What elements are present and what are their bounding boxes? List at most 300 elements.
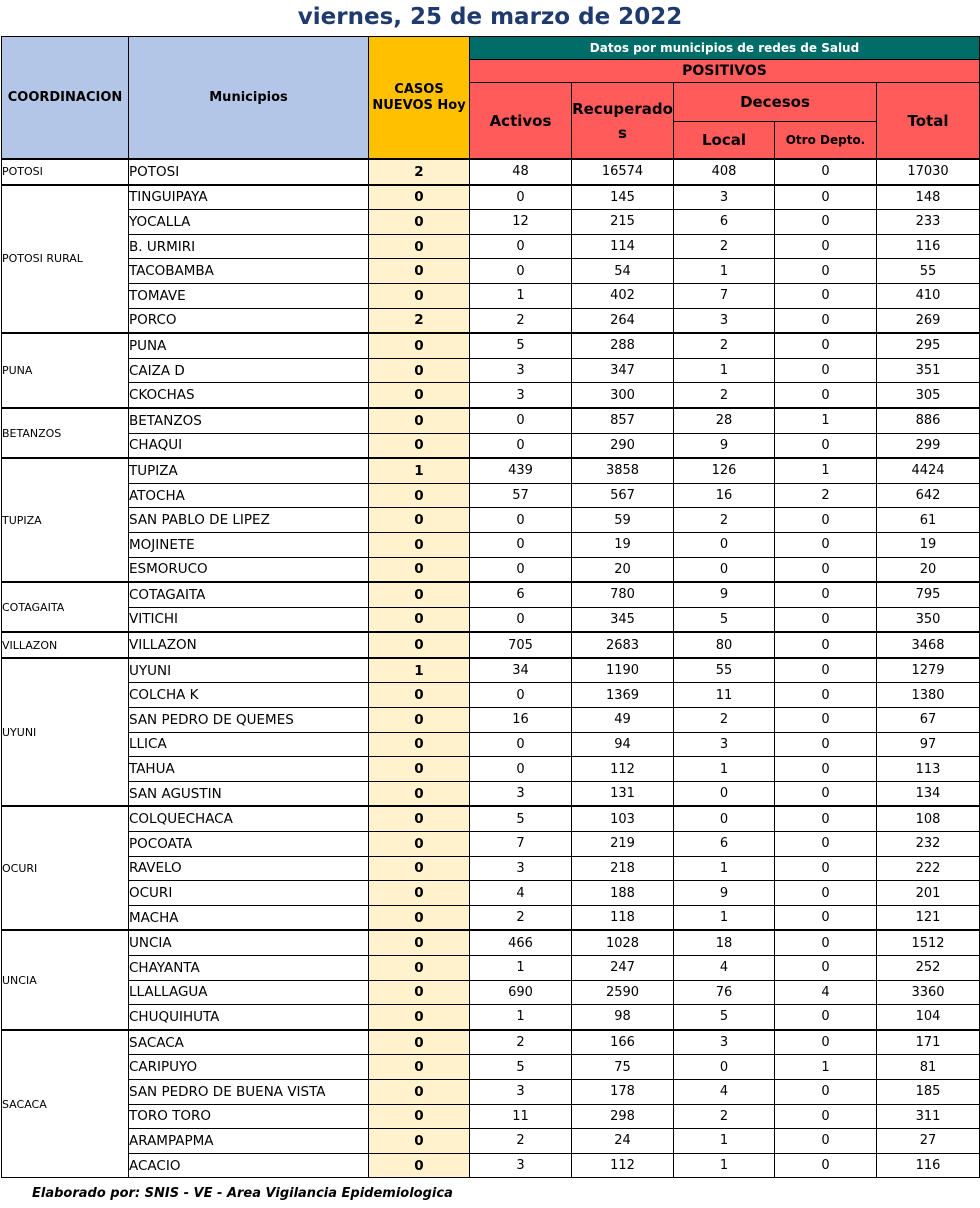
coordinacion-cell: UYUNI [2,658,129,807]
activos-cell: 0 [470,557,572,582]
total-cell: 201 [877,881,980,906]
coordinacion-cell: UNCIA [2,930,129,1029]
casos-nuevos-cell: 0 [369,832,470,857]
local-cell: 0 [674,1055,775,1080]
otro-cell: 0 [775,930,877,955]
footer-credit: Elaborado por: SNIS - VE - Area Vigilancia Epidemiologica [32,1186,453,1202]
local-cell: 9 [674,881,775,906]
otro-cell: 0 [775,806,877,831]
casos-nuevos-cell: 0 [369,930,470,955]
header-positivos: POSITIVOS [470,60,980,83]
activos-cell: 1 [470,283,572,308]
local-cell: 3 [674,732,775,757]
recuperados-cell: 145 [572,185,674,210]
header-total: Total [877,83,980,160]
municipio-cell: COLCHA K [129,683,369,708]
header-otro-depto: Otro Depto. [775,122,877,160]
municipio-cell: CKOCHAS [129,383,369,408]
recuperados-cell: 98 [572,1005,674,1030]
municipio-cell: SAN AGUSTIN [129,781,369,806]
table-row [2,1129,980,1154]
activos-cell: 0 [470,732,572,757]
total-cell: 19 [877,532,980,557]
casos-nuevos-cell: 0 [369,1129,470,1154]
municipio-cell: PORCO [129,308,369,333]
otro-cell: 0 [775,433,877,458]
municipio-cell: VILLAZON [129,632,369,658]
total-cell: 1380 [877,683,980,708]
total-cell: 350 [877,607,980,632]
total-cell: 134 [877,781,980,806]
local-cell: 28 [674,408,775,433]
municipio-cell: BETANZOS [129,408,369,433]
activos-cell: 34 [470,658,572,683]
municipio-cell: TOMAVE [129,283,369,308]
activos-cell: 3 [470,358,572,383]
table-row [2,881,980,906]
local-cell: 80 [674,632,775,658]
activos-cell: 16 [470,708,572,733]
local-cell: 5 [674,1005,775,1030]
otro-cell: 0 [775,557,877,582]
recuperados-cell: 290 [572,433,674,458]
table-row [2,383,980,408]
total-cell: 295 [877,333,980,358]
recuperados-cell: 75 [572,1055,674,1080]
casos-nuevos-cell: 0 [369,1079,470,1104]
municipio-cell: LLICA [129,732,369,757]
municipio-cell: MACHA [129,905,369,930]
casos-nuevos-cell: 0 [369,1104,470,1129]
table-row [2,408,980,433]
header-activos: Activos [470,83,572,160]
activos-cell: 2 [470,1129,572,1154]
otro-cell: 0 [775,683,877,708]
casos-nuevos-cell: 0 [369,781,470,806]
municipio-cell: COLQUECHACA [129,806,369,831]
municipio-cell: CAIZA D [129,358,369,383]
casos-nuevos-cell: 0 [369,259,470,284]
activos-cell: 2 [470,308,572,333]
otro-cell: 0 [775,956,877,981]
municipio-cell: ARAMPAPMA [129,1129,369,1154]
otro-cell: 0 [775,582,877,607]
activos-cell: 705 [470,632,572,658]
activos-cell: 3 [470,1153,572,1178]
total-cell: 17030 [877,159,980,185]
total-cell: 1279 [877,658,980,683]
otro-cell: 0 [775,1079,877,1104]
recuperados-cell: 54 [572,259,674,284]
total-cell: 795 [877,582,980,607]
coordinacion-cell: PUNA [2,333,129,408]
municipio-cell: UYUNI [129,658,369,683]
otro-cell: 0 [775,532,877,557]
otro-cell: 2 [775,483,877,508]
local-cell: 1 [674,905,775,930]
local-cell: 76 [674,980,775,1005]
casos-nuevos-cell: 0 [369,408,470,433]
casos-nuevos-cell: 0 [369,283,470,308]
otro-cell: 0 [775,383,877,408]
total-cell: 113 [877,757,980,782]
activos-cell: 5 [470,806,572,831]
municipio-cell: POCOATA [129,832,369,857]
casos-nuevos-cell: 2 [369,159,470,185]
local-cell: 2 [674,1104,775,1129]
otro-cell: 0 [775,881,877,906]
activos-cell: 6 [470,582,572,607]
total-cell: 185 [877,1079,980,1104]
municipio-cell: VITICHI [129,607,369,632]
table-row [2,905,980,930]
otro-cell: 0 [775,1104,877,1129]
total-cell: 81 [877,1055,980,1080]
local-cell: 11 [674,683,775,708]
table-row [2,234,980,259]
total-cell: 311 [877,1104,980,1129]
municipio-cell: CHAYANTA [129,956,369,981]
casos-nuevos-cell: 0 [369,483,470,508]
casos-nuevos-cell: 0 [369,856,470,881]
municipio-cell: TINGUIPAYA [129,185,369,210]
activos-cell: 5 [470,333,572,358]
local-cell: 3 [674,185,775,210]
casos-nuevos-cell: 0 [369,732,470,757]
header-casos-nuevos: CASOS NUEVOS Hoy [369,37,470,160]
total-cell: 3360 [877,980,980,1005]
local-cell: 6 [674,832,775,857]
local-cell: 2 [674,333,775,358]
municipio-cell: POTOSI [129,159,369,185]
table-row [2,732,980,757]
recuperados-cell: 298 [572,1104,674,1129]
table-row [2,856,980,881]
municipio-cell: PUNA [129,333,369,358]
table-row [2,333,980,358]
municipio-cell: SAN PEDRO DE BUENA VISTA [129,1079,369,1104]
local-cell: 3 [674,1030,775,1055]
municipio-cell: B. URMIRI [129,234,369,259]
otro-cell: 0 [775,832,877,857]
casos-nuevos-cell: 2 [369,308,470,333]
header-decesos: Decesos [674,83,877,122]
recuperados-cell: 300 [572,383,674,408]
municipio-cell: CHAQUI [129,433,369,458]
casos-nuevos-cell: 0 [369,185,470,210]
total-cell: 116 [877,234,980,259]
coordinacion-cell: POTOSI [2,159,129,185]
activos-cell: 3 [470,1079,572,1104]
casos-nuevos-cell: 0 [369,683,470,708]
activos-cell: 48 [470,159,572,185]
otro-cell: 4 [775,980,877,1005]
coordinacion-cell: TUPIZA [2,458,129,582]
table-row [2,683,980,708]
total-cell: 222 [877,856,980,881]
recuperados-cell: 347 [572,358,674,383]
total-cell: 351 [877,358,980,383]
total-cell: 104 [877,1005,980,1030]
otro-cell: 0 [775,757,877,782]
casos-nuevos-cell: 0 [369,383,470,408]
municipio-cell: COTAGAITA [129,582,369,607]
local-cell: 408 [674,159,775,185]
recuperados-cell: 59 [572,508,674,533]
table-row [2,930,980,955]
recuperados-cell: 103 [572,806,674,831]
local-cell: 5 [674,607,775,632]
municipio-cell: TORO TORO [129,1104,369,1129]
casos-nuevos-cell: 0 [369,632,470,658]
header-local: Local [674,122,775,160]
total-cell: 252 [877,956,980,981]
otro-cell: 0 [775,732,877,757]
total-cell: 171 [877,1030,980,1055]
otro-cell: 1 [775,458,877,483]
otro-cell: 0 [775,856,877,881]
recuperados-cell: 2683 [572,632,674,658]
casos-nuevos-cell: 0 [369,1153,470,1178]
recuperados-cell: 288 [572,333,674,358]
otro-cell: 0 [775,283,877,308]
local-cell: 2 [674,708,775,733]
table-row [2,185,980,210]
casos-nuevos-cell: 0 [369,1055,470,1080]
casos-nuevos-cell: 0 [369,757,470,782]
local-cell: 2 [674,234,775,259]
table-row [2,632,980,658]
casos-nuevos-cell: 1 [369,458,470,483]
total-cell: 4424 [877,458,980,483]
table-row [2,1153,980,1178]
recuperados-cell: 1028 [572,930,674,955]
local-cell: 0 [674,781,775,806]
casos-nuevos-cell: 0 [369,881,470,906]
local-cell: 1 [674,856,775,881]
recuperados-cell: 16574 [572,159,674,185]
otro-cell: 0 [775,358,877,383]
local-cell: 55 [674,658,775,683]
table-row [2,210,980,235]
table-row [2,358,980,383]
table-row [2,980,980,1005]
casos-nuevos-cell: 0 [369,508,470,533]
total-cell: 55 [877,259,980,284]
local-cell: 4 [674,956,775,981]
municipio-cell: LLALLAGUA [129,980,369,1005]
recuperados-cell: 114 [572,234,674,259]
otro-cell: 0 [775,1005,877,1030]
recuperados-cell: 19 [572,532,674,557]
table-row [2,532,980,557]
recuperados-cell: 3858 [572,458,674,483]
municipio-cell: SACACA [129,1030,369,1055]
total-cell: 642 [877,483,980,508]
casos-nuevos-cell: 1 [369,658,470,683]
table-row [2,483,980,508]
activos-cell: 690 [470,980,572,1005]
activos-cell: 0 [470,433,572,458]
otro-cell: 0 [775,781,877,806]
otro-cell: 0 [775,905,877,930]
header-municipios: Municipios [129,37,369,160]
municipio-cell: MOJINETE [129,532,369,557]
casos-nuevos-cell: 0 [369,956,470,981]
activos-cell: 0 [470,757,572,782]
recuperados-cell: 215 [572,210,674,235]
otro-cell: 1 [775,408,877,433]
casos-nuevos-cell: 0 [369,532,470,557]
otro-cell: 0 [775,508,877,533]
municipio-cell: ATOCHA [129,483,369,508]
otro-cell: 1 [775,1055,877,1080]
activos-cell: 0 [470,408,572,433]
table-row [2,557,980,582]
recuperados-cell: 178 [572,1079,674,1104]
table-row [2,658,980,683]
recuperados-cell: 49 [572,708,674,733]
table-row [2,757,980,782]
local-cell: 18 [674,930,775,955]
local-cell: 9 [674,582,775,607]
local-cell: 16 [674,483,775,508]
table-row [2,508,980,533]
table-row [2,433,980,458]
local-cell: 1 [674,1129,775,1154]
table-row [2,1055,980,1080]
header-datos: Datos por municipios de redes de Salud [470,37,980,60]
municipio-cell: CARIPUYO [129,1055,369,1080]
activos-cell: 0 [470,607,572,632]
activos-cell: 1 [470,956,572,981]
otro-cell: 0 [775,708,877,733]
recuperados-cell: 264 [572,308,674,333]
recuperados-cell: 345 [572,607,674,632]
recuperados-cell: 247 [572,956,674,981]
cases-table [1,36,980,1178]
recuperados-cell: 118 [572,905,674,930]
otro-cell: 0 [775,1153,877,1178]
otro-cell: 0 [775,210,877,235]
recuperados-cell: 219 [572,832,674,857]
activos-cell: 439 [470,458,572,483]
municipio-cell: UNCIA [129,930,369,955]
municipio-cell: SAN PABLO DE LIPEZ [129,508,369,533]
recuperados-cell: 112 [572,1153,674,1178]
local-cell: 1 [674,358,775,383]
coordinacion-cell: OCURI [2,806,129,930]
recuperados-cell: 94 [572,732,674,757]
total-cell: 305 [877,383,980,408]
local-cell: 4 [674,1079,775,1104]
total-cell: 27 [877,1129,980,1154]
municipio-cell: YOCALLA [129,210,369,235]
local-cell: 1 [674,259,775,284]
recuperados-cell: 780 [572,582,674,607]
casos-nuevos-cell: 0 [369,358,470,383]
local-cell: 6 [674,210,775,235]
casos-nuevos-cell: 0 [369,1030,470,1055]
table-row [2,1104,980,1129]
coordinacion-cell: BETANZOS [2,408,129,458]
municipio-cell: RAVELO [129,856,369,881]
casos-nuevos-cell: 0 [369,806,470,831]
total-cell: 233 [877,210,980,235]
activos-cell: 0 [470,683,572,708]
activos-cell: 0 [470,234,572,259]
municipio-cell: TACOBAMBA [129,259,369,284]
table-row [2,1030,980,1055]
local-cell: 7 [674,283,775,308]
local-cell: 2 [674,383,775,408]
table-row [2,159,980,185]
total-cell: 148 [877,185,980,210]
activos-cell: 4 [470,881,572,906]
activos-cell: 0 [470,532,572,557]
table-row [2,458,980,483]
local-cell: 1 [674,1153,775,1178]
header-recuperados: Recuperados [572,83,674,160]
header-coordinacion: COORDINACION [2,37,129,160]
table-header [2,37,980,160]
municipio-cell: CHUQUIHUTA [129,1005,369,1030]
table-row [2,708,980,733]
total-cell: 67 [877,708,980,733]
table-row [2,259,980,284]
page-title: viernes, 25 de marzo de 2022 [297,4,683,30]
total-cell: 232 [877,832,980,857]
otro-cell: 0 [775,259,877,284]
activos-cell: 1 [470,1005,572,1030]
activos-cell: 3 [470,856,572,881]
municipio-cell: OCURI [129,881,369,906]
local-cell: 2 [674,508,775,533]
activos-cell: 12 [470,210,572,235]
coordinacion-cell: VILLAZON [2,632,129,658]
otro-cell: 0 [775,185,877,210]
casos-nuevos-cell: 0 [369,1005,470,1030]
activos-cell: 0 [470,259,572,284]
casos-nuevos-cell: 0 [369,980,470,1005]
coordinacion-cell: POTOSI RURAL [2,185,129,334]
coordinacion-cell: SACACA [2,1030,129,1178]
table-row [2,308,980,333]
total-cell: 299 [877,433,980,458]
recuperados-cell: 567 [572,483,674,508]
recuperados-cell: 857 [572,408,674,433]
total-cell: 108 [877,806,980,831]
recuperados-cell: 20 [572,557,674,582]
activos-cell: 0 [470,508,572,533]
total-cell: 97 [877,732,980,757]
activos-cell: 3 [470,781,572,806]
table-row [2,781,980,806]
activos-cell: 11 [470,1104,572,1129]
activos-cell: 466 [470,930,572,955]
activos-cell: 7 [470,832,572,857]
table-row [2,283,980,308]
casos-nuevos-cell: 0 [369,333,470,358]
local-cell: 0 [674,806,775,831]
recuperados-cell: 1369 [572,683,674,708]
local-cell: 0 [674,532,775,557]
activos-cell: 5 [470,1055,572,1080]
local-cell: 126 [674,458,775,483]
casos-nuevos-cell: 0 [369,557,470,582]
table-row [2,582,980,607]
local-cell: 0 [674,557,775,582]
